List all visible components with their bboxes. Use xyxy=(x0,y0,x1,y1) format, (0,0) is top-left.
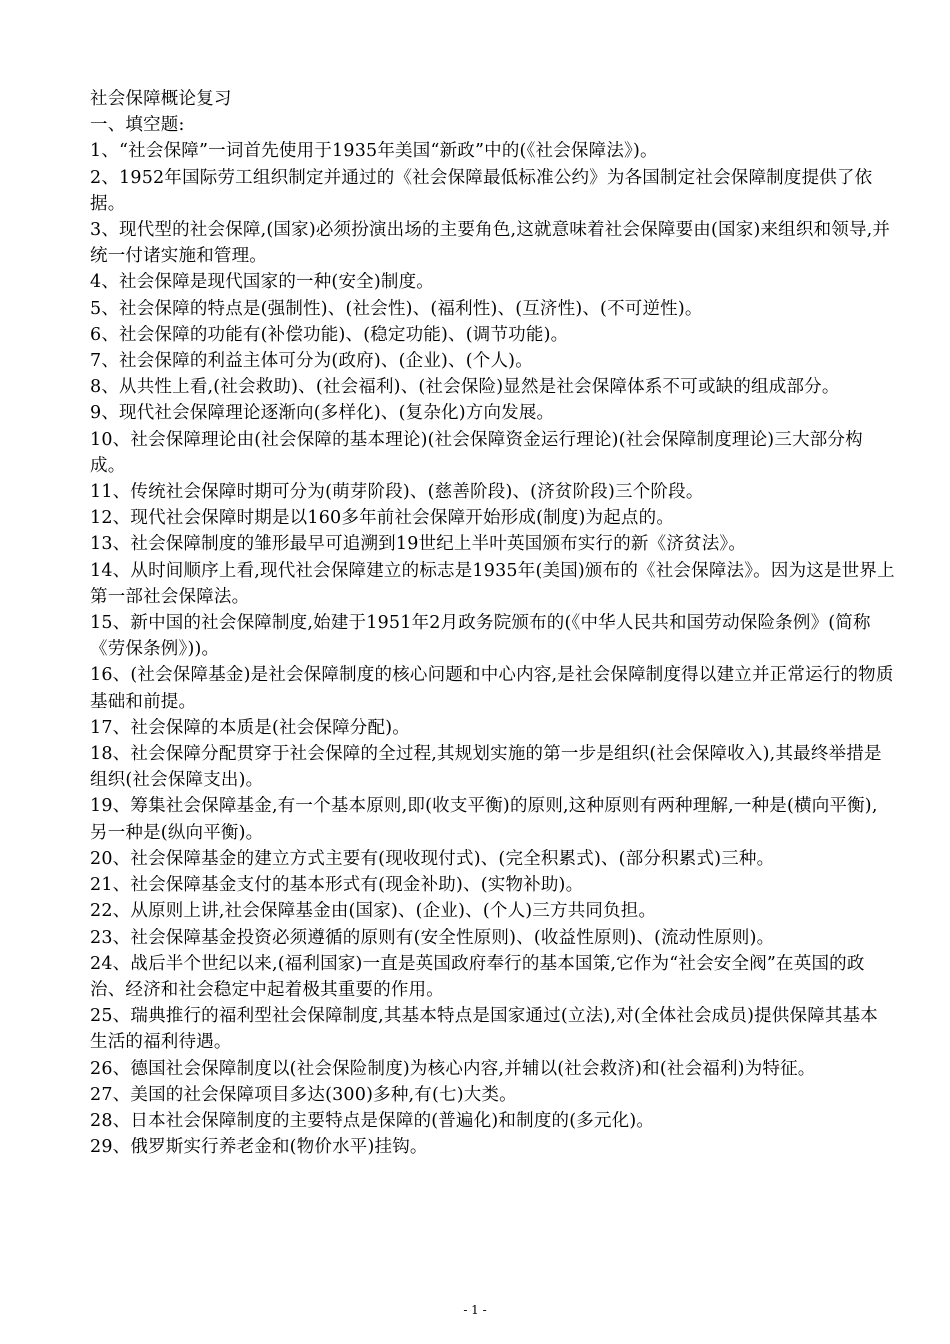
fill-in-item-5: 5、社会保障的特点是(强制性)、(社会性)、(福利性)、(互济性)、(不可逆性)。 xyxy=(90,298,703,319)
document-content xyxy=(90,86,895,1160)
fill-in-item-18: 18、社会保障分配贯穿于社会保障的全过程,其规划实施的第一步是组织(社会保障收入),其最终举措是组织(社会保障支出)。 xyxy=(90,744,882,791)
fill-in-item-24: 24、战后半个世纪以来,(福利国家)一直是英国政府奉行的基本国策,它作为“社会安全阀”在英国的政治、经济和社会稳定中起着极其重要的作用。 xyxy=(90,953,865,1000)
fill-in-item-16: 16、(社会保障基金)是社会保障制度的核心问题和中心内容,是社会保障制度得以建立并正常运行的物质基础和前提。 xyxy=(90,665,894,712)
fill-in-item-6: 6、社会保障的功能有(补偿功能)、(稳定功能)、(调节功能)。 xyxy=(90,324,569,345)
document-title: 社会保障概论复习 xyxy=(90,89,232,109)
fill-in-item-7: 7、社会保障的利益主体可分为(政府)、(企业)、(个人)。 xyxy=(90,351,533,372)
fill-in-item-8: 8、从共性上看,(社会救助)、(社会福利)、(社会保险)显然是社会保障体系不可或缺的组成部分。 xyxy=(90,377,840,398)
fill-in-item-1: 1、“社会保障”一词首先使用于1935年美国“新政”中的(《社会保障法》)。 xyxy=(90,141,658,162)
fill-in-item-13: 13、社会保障制度的雏形最早可追溯到19世纪上半叶英国颁布实行的新《济贫法》。 xyxy=(90,534,747,555)
fill-in-item-4: 4、社会保障是现代国家的一种(安全)制度。 xyxy=(90,272,434,293)
fill-in-item-9: 9、现代社会保障理论逐渐向(多样化)、(复杂化)方向发展。 xyxy=(90,403,555,424)
fill-in-item-3: 3、现代型的社会保障,(国家)必须扮演出场的主要角色,这就意味着社会保障要由(国家)来组织和领导,并统一付诸实施和管理。 xyxy=(90,220,891,267)
section-heading: 一、填空题: xyxy=(90,115,185,136)
fill-in-item-2: 2、1952年国际劳工组织制定并通过的《社会保障最低标准公约》为各国制定社会保障制度提供了依据。 xyxy=(90,167,873,214)
fill-in-item-29: 29、俄罗斯实行养老金和(物价水平)挂钩。 xyxy=(90,1137,428,1158)
fill-in-item-12: 12、现代社会保障时期是以160多年前社会保障开始形成(制度)为起点的。 xyxy=(90,508,675,529)
fill-in-item-11: 11、传统社会保障时期可分为(萌芽阶段)、(慈善阶段)、(济贫阶段)三个阶段。 xyxy=(90,482,704,503)
fill-in-item-21: 21、社会保障基金支付的基本形式有(现金补助)、(实物补助)。 xyxy=(90,875,584,896)
fill-in-item-22: 22、从原则上讲,社会保障基金由(国家)、(企业)、(个人)三方共同负担。 xyxy=(90,901,657,922)
fill-in-item-19: 19、筹集社会保障基金,有一个基本原则,即(收支平衡)的原则,这种原则有两种理解,一种是(横向平衡),另一种是(纵向平衡)。 xyxy=(90,796,878,843)
fill-in-item-17: 17、社会保障的本质是(社会保障分配)。 xyxy=(90,717,410,738)
fill-in-item-27: 27、美国的社会保障项目多达(300)多种,有(七)大类。 xyxy=(90,1084,517,1105)
fill-in-item-28: 28、日本社会保障制度的主要特点是保障的(普遍化)和制度的(多元化)。 xyxy=(90,1110,655,1131)
fill-in-item-23: 23、社会保障基金投资必须遵循的原则有(安全性原则)、(收益性原则)、(流动性原则)。 xyxy=(90,927,775,948)
fill-in-item-25: 25、瑞典推行的福利型社会保障制度,其基本特点是国家通过(立法),对(全体社会成员)提供保障其基本生活的福利待遇。 xyxy=(90,1006,878,1053)
fill-in-item-20: 20、社会保障基金的建立方式主要有(现收现付式)、(完全积累式)、(部分积累式)三种。 xyxy=(90,848,775,869)
fill-in-item-26: 26、德国社会保障制度以(社会保险制度)为核心内容,并辅以(社会救济)和(社会福利)为特征。 xyxy=(90,1058,816,1079)
fill-in-item-10: 10、社会保障理论由(社会保障的基本理论)(社会保障资金运行理论)(社会保障制度理论)三大部分构成。 xyxy=(90,429,863,476)
fill-in-item-15: 15、新中国的社会保障制度,始建于1951年2月政务院颁布的(《中华人民共和国劳动保险条例》(简称《劳保条例》))。 xyxy=(90,613,871,660)
fill-in-item-14: 14、从时间顺序上看,现代社会保障建立的标志是1935年(美国)颁布的《社会保障法》。因为这是世界上第一部社会保障法。 xyxy=(90,560,895,607)
page-number: - 1 - xyxy=(463,1303,487,1317)
